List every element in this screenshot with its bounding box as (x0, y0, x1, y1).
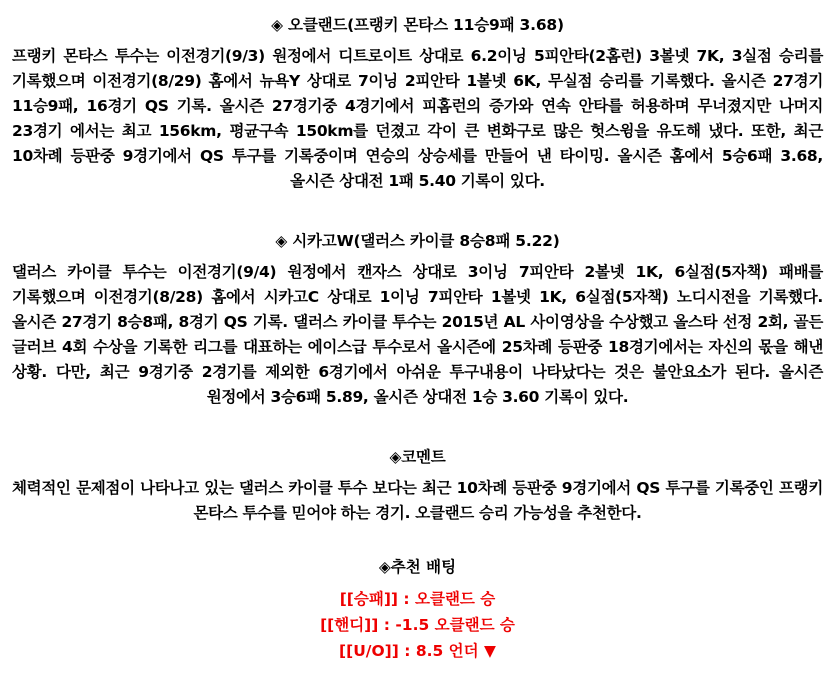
bet-label: [[핸디]] : (320, 616, 390, 634)
bet-row-under-over (8, 638, 827, 664)
section-heading: ◈코멘트 (389, 448, 446, 466)
section-chicago-white-sox (8, 230, 827, 410)
bet-value: 오클랜드 승 (415, 590, 496, 608)
betting-heading: ◈추천 배팅 (378, 558, 457, 576)
section-comment (8, 446, 827, 526)
bet-value: 8.5 언더 ▼ (415, 642, 496, 660)
spacer (8, 198, 827, 224)
section-body: 댈러스 카이클 투수는 이전경기(9/4) 원정에서 캔자스 상대로 3이닝 7피안타 2볼넷 1K, 6실점(5자책) 패배를 기록했으며 이전경기(8/28) 홈에서 시카고C 상대로 1이닝 7피안타 1볼넷 1K, 6실점(5자책) 노디시전을 기록했다. 올시즌 27경기 8승8패, 8경기 QS 기록. 댈러스 카이클 투수는 2015년 AL 사이영상을 수상했고 올스타 선정 2회, 골든 글러브 4회 수상을 기록한 리그를 대표하는 에이스급 투수로서 올시즌에 25차례 등판중 18경기에서는 자신의 몫을 해낸 상황. 다만, 최근 9경기중 2경기를 제외한 6경기에서 아쉬운 투구내용이 나타났다는 것은 불안요소가 된다. 올시즌 원정에서 3승6패 5.89, 올시즌 상대전 1승 3.60 기록이 있다. (12, 263, 823, 406)
section-oakland (8, 14, 827, 194)
spacer (8, 530, 827, 556)
bet-row-handicap (8, 612, 827, 638)
bet-value: -1.5 오클랜드 승 (395, 616, 515, 634)
bet-row-win-loss (8, 586, 827, 612)
section-recommended-betting (8, 556, 827, 664)
bet-label: [[U/O]] : (339, 642, 411, 660)
bet-label: [[승패]] : (339, 590, 410, 608)
section-body: 프랭키 몬타스 투수는 이전경기(9/3) 원정에서 디트로이트 상대로 6.2이닝 5피안타(2홈런) 3볼넷 7K, 3실점 승리를 기록했으며 이전경기(8/29) 홈에서 뉴욕Y 상대로 7이닝 2피안타 1볼넷 6K, 무실점 승리를 기록했다. 올시즌 27경기 11승9패, 16경기 QS 기록. 올시즌 27경기중 4경기에서 피홈런의 증가와 연속 안타를 허용하며 무너졌지만 나머지 23경기 에서는 최고 156km, 평균구속 150km를 던졌고 각이 큰 변화구로 많은 헛스윙을 유도해 냈다. 또한, 최근 10차례 등판중 9경기에서 QS 투구를 기록중이며 연승의 상승세를 만들어 낸 타이밍. 올시즌 홈에서 5승6패 3.68, 올시즌 상대전 1패 5.40 기록이 있다. (12, 47, 823, 190)
section-body: 체력적인 문제점이 나타나고 있는 댈러스 카이클 투수 보다는 최근 10차례 등판중 9경기에서 QS 투구를 기록중인 프랭키 몬타스 투수를 믿어야 하는 경기. 오클랜드 승리 가능성을 추천한다. (12, 479, 823, 522)
section-heading: ◈ 시카고W(댈러스 카이클 8승8패 5.22) (275, 232, 560, 250)
spacer (8, 414, 827, 440)
section-heading: ◈ 오클랜드(프랭키 몬타스 11승9패 3.68) (271, 16, 564, 34)
